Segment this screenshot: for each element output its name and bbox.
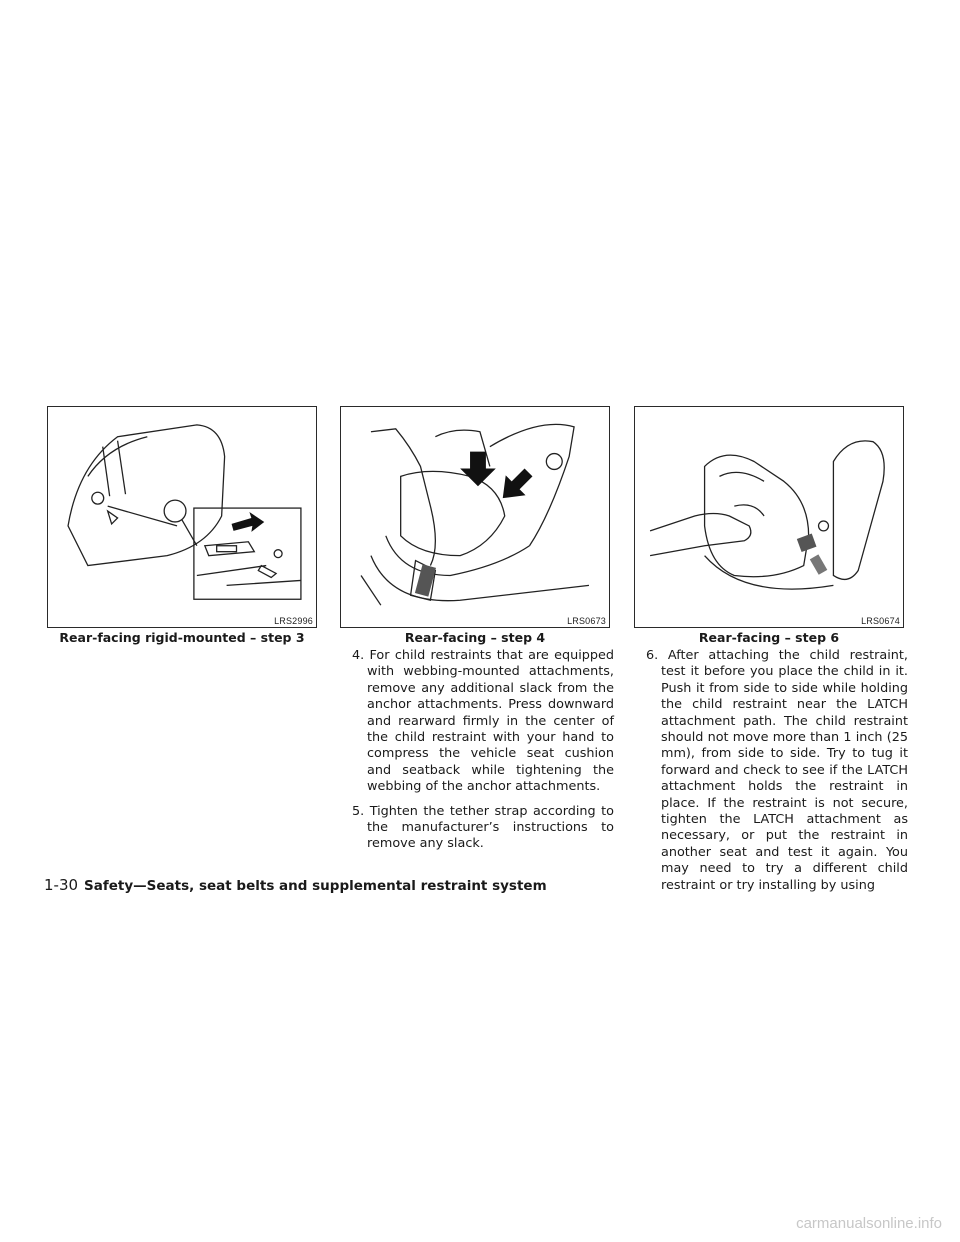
page-number: 1-30 [44, 876, 79, 894]
figure-step6 [634, 406, 904, 628]
watermark: carmanualsonline.info [796, 1215, 942, 1232]
step-5-text: 5. Tighten the tether strap according to the manufacturer’s instructions to remove any slack. [352, 803, 614, 852]
figure-code: LRS0673 [567, 616, 606, 626]
figure-step4 [340, 406, 610, 628]
figure-code: LRS0674 [861, 616, 900, 626]
page-footer [44, 876, 547, 894]
text-column-right [646, 648, 908, 902]
figure-rigid-mounted-step3 [47, 406, 317, 628]
figure-caption: Rear-facing – step 4 [404, 630, 546, 645]
step-6-text: 6. After attaching the child restraint, test it before you place the child in it. Push it from side to side while holding the child restraint near the LATCH attachment path. The child restraint should not move more than 1 inch (25 mm), from side to side. Try to tug it forward and check to see if the LATCH attachment holds the restraint in place. If the restraint is not secure, tighten the LATCH attachment as necessary, or put the restraint in another seat and test it again. You may need to try a different child restraint or try installing by using [646, 648, 908, 893]
figure-caption: Rear-facing rigid-mounted – step 3 [59, 630, 305, 645]
step-4-text: 4. For child restraints that are equipped with webbing-mounted attachments, remove any additional slack from the anchor attachments. Press downward and rearward firmly in the center of the child restraint with your hand to compress the vehicle seat cushion and seatback while tightening the webbing of the anchor attachments. [352, 648, 614, 795]
figure-code: LRS2996 [274, 616, 313, 626]
illustration-testing-restraint [635, 407, 903, 627]
section-title: Safety—Seats, seat belts and supplemental restraint system [84, 878, 547, 894]
illustration-latch-anchor [48, 407, 316, 627]
illustration-hands-pressing-seat [341, 407, 609, 627]
text-column-middle [352, 648, 614, 861]
figure-caption: Rear-facing – step 6 [698, 630, 840, 645]
